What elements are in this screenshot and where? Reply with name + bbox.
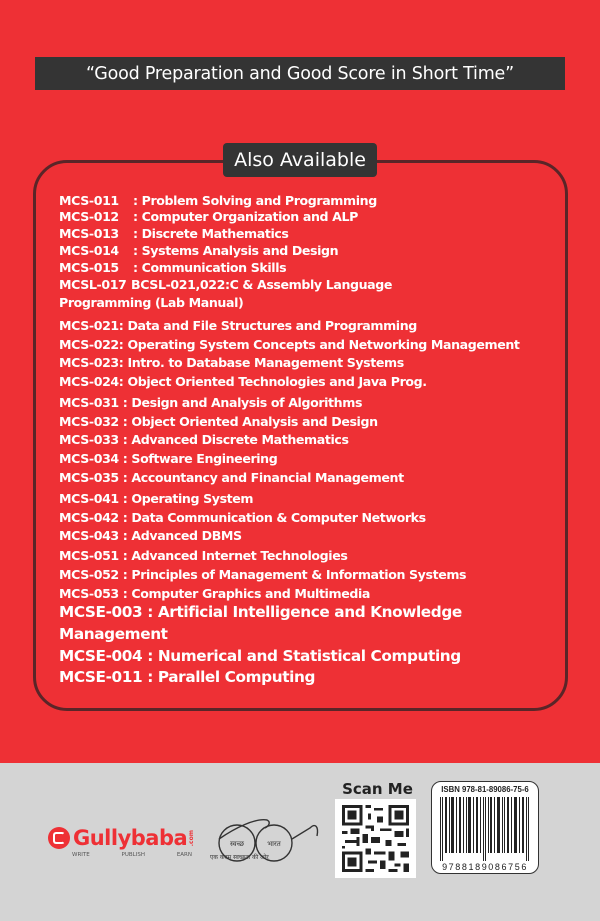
barcode-icon xyxy=(438,797,532,861)
course-item: MCS-042 : Data Communication & Computer Networks xyxy=(59,510,426,525)
course-item: MCSL-017 BCSL-021,022:C & Assembly Language xyxy=(59,277,393,292)
course-item: MCSE-004 : Numerical and Statistical Computing xyxy=(59,647,461,665)
tagline-text: “Good Preparation and Good Score in Short Time” xyxy=(86,63,514,84)
section-label: Also Available xyxy=(234,149,366,171)
course-item: MCS-015 : Communication Skills xyxy=(59,260,287,275)
course-item: MCS-043 : Advanced DBMS xyxy=(59,528,242,543)
course-item: MCS-052 : Principles of Management & Information Systems xyxy=(59,567,467,582)
course-item: MCSE-011 : Parallel Computing xyxy=(59,668,315,686)
also-available-heading xyxy=(223,143,377,177)
course-item: MCS-031 : Design and Analysis of Algorithms xyxy=(59,395,363,410)
svg-text:स्वच्छ: स्वच्छ xyxy=(229,840,245,848)
course-item: MCS-023: Intro. to Database Management Systems xyxy=(59,355,404,370)
course-item: MCS-012 : Computer Organization and ALP xyxy=(59,209,358,224)
course-item: MCS-014 : Systems Analysis and Design xyxy=(59,243,339,258)
qr-code[interactable] xyxy=(335,799,416,878)
swachh-bharat-caption: एक कदम स्वच्छता की ओर xyxy=(210,854,269,861)
course-item: MCS-011 : Problem Solving and Programming xyxy=(59,193,377,208)
isbn-digits: 9788189086756 xyxy=(442,862,528,872)
isbn-label: ISBN 978-81-89086-75-6 xyxy=(441,785,529,794)
isbn-barcode xyxy=(431,781,539,874)
svg-text:भारत: भारत xyxy=(267,840,281,848)
course-item: MCS-041 : Operating System xyxy=(59,491,254,506)
publisher-tags: WRITE PUBLISH EARN xyxy=(72,852,192,858)
course-item: MCS-013 : Discrete Mathematics xyxy=(59,226,289,241)
course-item: MCS-032 : Object Oriented Analysis and Design xyxy=(59,414,378,429)
course-item: MCS-053 : Computer Graphics and Multimedia xyxy=(59,586,370,601)
course-item: MCS-035 : Accountancy and Financial Management xyxy=(59,470,404,485)
tagline-banner xyxy=(35,57,565,90)
course-item-continued: Programming (Lab Manual) xyxy=(59,295,244,310)
course-item: MCS-033 : Advanced Discrete Mathematics xyxy=(59,432,349,447)
course-item: MCS-034 : Software Engineering xyxy=(59,451,278,466)
course-item: MCS-021: Data and File Structures and Programming xyxy=(59,318,417,333)
course-item: MCSE-003 : Artificial Intelligence and Knowledge xyxy=(59,603,462,621)
gullybaba-logo-icon xyxy=(48,827,70,849)
scan-me-label: Scan Me xyxy=(342,780,413,798)
course-item: MCS-022: Operating System Concepts and Networking Management xyxy=(59,337,520,352)
course-item: MCS-051 : Advanced Internet Technologies xyxy=(59,548,348,563)
course-item: MCS-024: Object Oriented Technologies and Java Prog. xyxy=(59,374,427,389)
gullybaba-logo: Gullybaba .com xyxy=(48,823,195,853)
course-item-continued: Management xyxy=(59,625,168,643)
